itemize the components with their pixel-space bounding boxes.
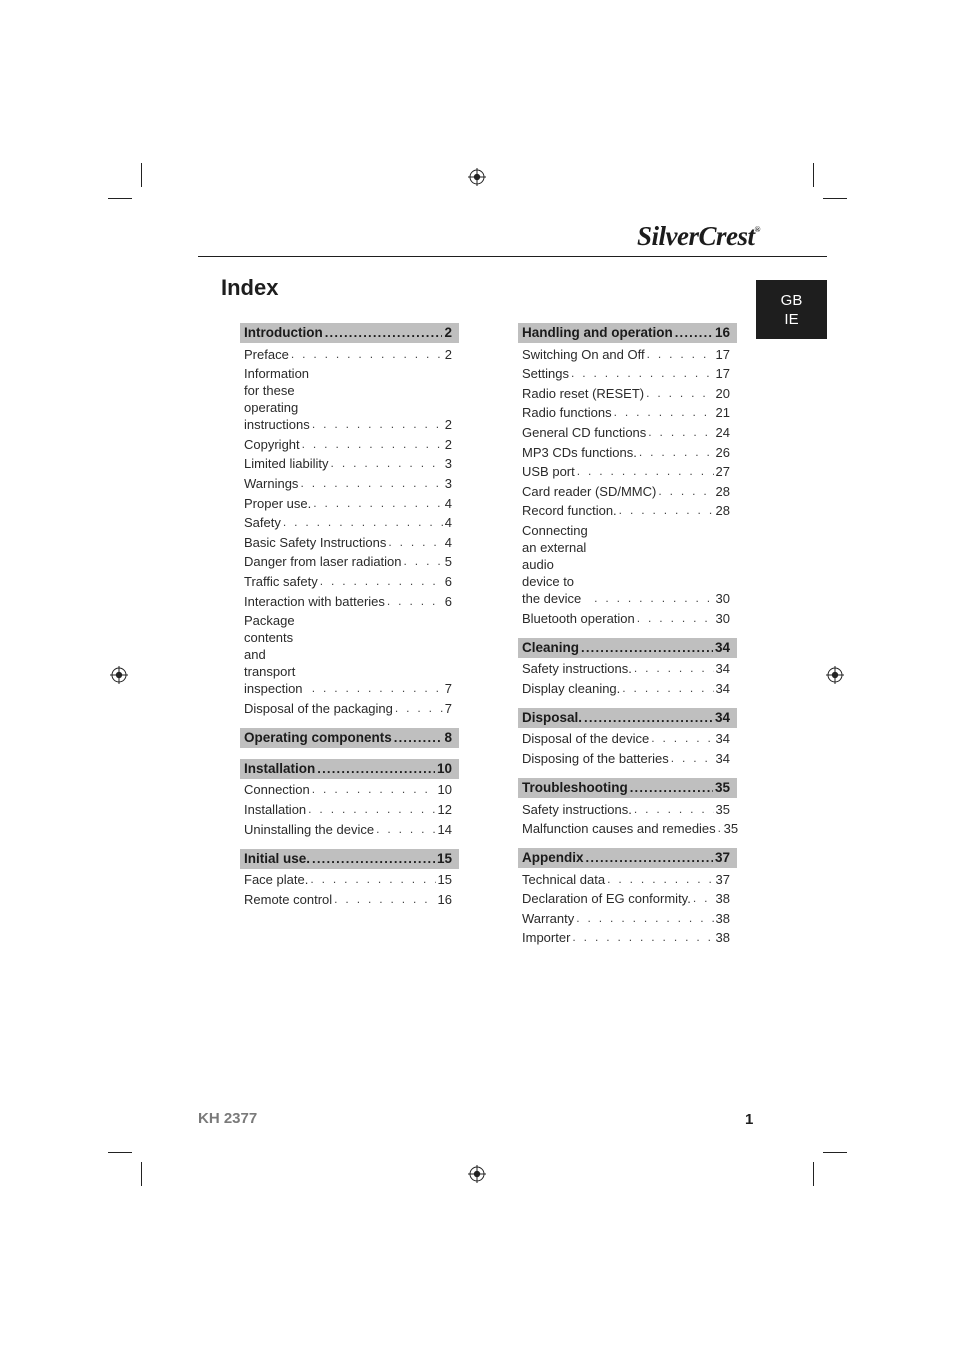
- dot-leader: [658, 483, 713, 500]
- toc-entry[interactable]: [522, 610, 730, 627]
- toc-entry[interactable]: [244, 495, 452, 512]
- section-heading-label: Troubleshooting: [522, 779, 628, 795]
- toc-entry[interactable]: [522, 680, 730, 697]
- crop-mark: [813, 1162, 814, 1186]
- crop-mark: [108, 1152, 132, 1153]
- crop-mark: [108, 198, 132, 199]
- language-code: GB: [780, 292, 803, 309]
- toc-entry-page: 30: [715, 590, 730, 606]
- toc-entry[interactable]: [522, 424, 730, 441]
- toc-entry-page: 12: [437, 801, 452, 817]
- toc-entry-label: Connection: [244, 782, 310, 798]
- section-entries: [518, 660, 737, 697]
- dot-leader: [308, 801, 435, 818]
- dot-leader: [312, 680, 443, 697]
- toc-entry-label: Information for these operating instructions: [244, 366, 310, 433]
- toc-entry-label: General CD functions: [522, 424, 647, 440]
- dot-leader: [291, 346, 443, 363]
- section-heading-label: Disposal.: [522, 709, 583, 725]
- brand-logo: [560, 221, 760, 253]
- section-entries: [240, 346, 459, 717]
- toc-entry[interactable]: [244, 593, 452, 610]
- toc-entry-label: Limited liability: [244, 456, 329, 472]
- toc-entry-page: 6: [444, 573, 452, 589]
- dot-leader: [647, 346, 714, 363]
- dot-leader: [404, 553, 443, 570]
- toc-entry-page: 34: [715, 680, 730, 696]
- dot-leader: [283, 514, 443, 531]
- toc-entry-page: 17: [715, 366, 730, 382]
- dot-leader: [614, 404, 714, 421]
- toc-entry-label: Bluetooth operation: [522, 610, 635, 626]
- toc-entry-label: Preface: [244, 346, 289, 362]
- registration-mark-icon: [826, 666, 844, 684]
- registered-mark: ®: [754, 225, 760, 234]
- toc-entry-page: 3: [444, 456, 452, 472]
- toc-entry[interactable]: [522, 365, 730, 382]
- toc-entry[interactable]: [522, 890, 730, 907]
- index-section: [518, 323, 737, 627]
- toc-entry[interactable]: [244, 553, 452, 570]
- toc-entry[interactable]: [522, 730, 730, 747]
- toc-entry-page: 4: [444, 495, 452, 511]
- dot-leader: [651, 730, 713, 747]
- toc-entry-label: Declaration of EG conformity.: [522, 891, 691, 907]
- toc-entry-page: 27: [715, 464, 730, 480]
- dot-leader: [394, 728, 443, 748]
- dot-leader: [387, 593, 443, 610]
- index-section: [240, 728, 459, 748]
- toc-entry-page: 4: [444, 534, 452, 550]
- toc-entry[interactable]: [522, 750, 730, 767]
- toc-entry-label: Safety instructions.: [522, 801, 632, 817]
- brand-name: SilverCrest: [637, 221, 755, 251]
- toc-entry-label: USB port: [522, 464, 575, 480]
- toc-entry-page: 38: [715, 930, 730, 946]
- toc-entry-label: Traffic safety: [244, 573, 318, 589]
- dot-leader: [571, 365, 714, 382]
- toc-entry-label: Disposing of the batteries: [522, 750, 669, 766]
- section-heading[interactable]: [518, 848, 737, 868]
- dot-leader: [395, 700, 443, 717]
- toc-entry-label: Remote control: [244, 891, 333, 907]
- toc-entry-page: 38: [715, 910, 730, 926]
- header-rule: [198, 256, 827, 257]
- toc-entry[interactable]: [244, 365, 452, 433]
- toc-entry-page: 28: [715, 503, 730, 519]
- toc-entry[interactable]: [522, 385, 730, 402]
- toc-entry-label: Disposal of the packaging: [244, 700, 393, 716]
- section-heading-page: 34: [714, 709, 730, 725]
- dot-leader: [325, 323, 443, 343]
- dot-leader: [388, 534, 442, 551]
- toc-entry[interactable]: [244, 891, 452, 908]
- crop-mark: [823, 198, 847, 199]
- toc-entry[interactable]: [522, 346, 730, 363]
- dot-leader: [302, 436, 443, 453]
- toc-entry-label: Card reader (SD/MMC): [522, 483, 657, 499]
- toc-entry[interactable]: [244, 700, 452, 717]
- toc-entry-page: 2: [444, 346, 452, 362]
- index-section: [518, 848, 737, 946]
- toc-entry-page: 34: [715, 750, 730, 766]
- dot-leader: [313, 495, 443, 512]
- section-heading-page: 37: [714, 850, 730, 866]
- dot-leader: [619, 502, 714, 519]
- toc-entry-page: 5: [444, 554, 452, 570]
- section-heading-page: 2: [444, 325, 452, 340]
- language-tab: [756, 280, 827, 339]
- toc-entry-page: 34: [715, 661, 730, 677]
- toc-entry-label: Display cleaning.: [522, 680, 621, 696]
- section-heading-page: 34: [714, 639, 730, 655]
- section-heading-label: Handling and operation: [522, 325, 673, 340]
- toc-entry-label: Importer: [522, 930, 571, 946]
- dot-leader: [622, 680, 713, 697]
- toc-entry-label: Malfunction causes and remedies: [522, 821, 716, 837]
- toc-entry-page: 28: [715, 483, 730, 499]
- dot-leader: [639, 444, 714, 461]
- toc-entry-page: 35: [715, 801, 730, 817]
- section-heading-label: Appendix: [522, 850, 584, 866]
- toc-entry[interactable]: [522, 444, 730, 461]
- toc-entry-label: Face plate.: [244, 872, 309, 888]
- toc-entry-label: Installation: [244, 801, 307, 817]
- toc-entry-label: MP3 CDs functions.: [522, 444, 637, 460]
- toc-entry[interactable]: [522, 522, 730, 607]
- toc-entry-page: 30: [715, 610, 730, 626]
- dot-leader: [584, 708, 713, 728]
- toc-entry[interactable]: [244, 612, 452, 697]
- toc-entry[interactable]: [244, 436, 452, 453]
- toc-entry-page: 6: [444, 593, 452, 609]
- dot-leader: [594, 590, 713, 607]
- language-code: IE: [784, 311, 799, 328]
- dot-leader: [646, 385, 713, 402]
- toc-entry[interactable]: [244, 346, 452, 363]
- toc-entry-label: Record function.: [522, 503, 617, 519]
- toc-entry-label: Disposal of the device: [522, 731, 650, 747]
- index-section: [240, 759, 459, 838]
- toc-entry-page: 14: [437, 821, 452, 837]
- dot-leader: [718, 820, 722, 837]
- dot-leader: [576, 910, 713, 927]
- toc-entry-page: 3: [444, 475, 452, 491]
- section-heading-label: Cleaning: [522, 639, 580, 655]
- page-title: Index: [221, 275, 279, 300]
- toc-entry-page: 4: [444, 515, 452, 531]
- toc-entry[interactable]: [244, 514, 452, 531]
- section-heading-page: 10: [436, 760, 452, 776]
- index-section: [240, 323, 459, 717]
- toc-entry-label: Interaction with batteries: [244, 593, 385, 609]
- toc-entry-page: 7: [444, 681, 452, 697]
- toc-entry-page: 15: [437, 872, 452, 888]
- toc-entry-label: Radio reset (RESET): [522, 385, 645, 401]
- registration-mark-icon: [110, 666, 128, 684]
- dot-leader: [637, 610, 714, 627]
- toc-entry[interactable]: [522, 660, 730, 677]
- toc-entry-page: 2: [444, 417, 452, 433]
- section-heading-label: Operating components: [244, 729, 392, 745]
- dot-leader: [693, 890, 714, 907]
- model-number: KH 2377: [198, 1110, 258, 1127]
- dot-leader: [310, 871, 435, 888]
- dot-leader: [312, 781, 436, 798]
- toc-entry-label: Switching On and Off: [522, 346, 645, 362]
- index-section: [518, 708, 737, 767]
- dot-leader: [312, 416, 443, 433]
- dot-leader: [312, 849, 435, 869]
- toc-entry-page: 7: [444, 700, 452, 716]
- index-column-left: [240, 323, 459, 919]
- dot-leader: [320, 573, 443, 590]
- toc-entry[interactable]: [244, 534, 452, 551]
- toc-entry[interactable]: [522, 483, 730, 500]
- crop-mark: [141, 1162, 142, 1186]
- dot-leader: [581, 638, 713, 658]
- toc-entry-label: Settings: [522, 366, 569, 382]
- toc-entry-page: 38: [715, 891, 730, 907]
- section-entries: [518, 730, 737, 767]
- index-section: [518, 638, 737, 697]
- toc-entry[interactable]: [522, 929, 730, 946]
- toc-entry-label: Danger from laser radiation: [244, 554, 402, 570]
- section-heading-label: Initial use.: [244, 850, 311, 866]
- toc-entry-page: 35: [723, 821, 739, 837]
- toc-entry-page: 16: [437, 891, 452, 907]
- toc-entry-label: Safety instructions.: [522, 661, 632, 677]
- dot-leader: [634, 801, 714, 818]
- index-section: [518, 778, 737, 837]
- toc-entry-label: Copyright: [244, 436, 300, 452]
- registration-mark-icon: [468, 1165, 486, 1183]
- dot-leader: [671, 750, 714, 767]
- dot-leader: [331, 455, 443, 472]
- toc-entry-label: Basic Safety Instructions: [244, 534, 387, 550]
- toc-entry[interactable]: [244, 573, 452, 590]
- toc-entry-page: 37: [715, 871, 730, 887]
- toc-entry-label: Safety: [244, 515, 281, 531]
- dot-leader: [317, 759, 435, 779]
- section-entries: [518, 346, 737, 627]
- section-heading[interactable]: [240, 849, 459, 869]
- toc-entry[interactable]: [522, 910, 730, 927]
- toc-entry-label: Package contents and transport inspection: [244, 613, 303, 697]
- toc-entry-page: 2: [444, 436, 452, 452]
- toc-entry-label: Warnings: [244, 475, 299, 491]
- section-heading[interactable]: [518, 708, 737, 728]
- section-heading-page: 15: [436, 850, 452, 866]
- dot-leader: [572, 929, 713, 946]
- toc-entry-page: 24: [715, 424, 730, 440]
- dot-leader: [607, 871, 713, 888]
- section-heading-label: Installation: [244, 760, 316, 776]
- toc-entry[interactable]: [522, 404, 730, 421]
- dot-leader: [376, 821, 435, 838]
- toc-entry-label: Warranty: [522, 910, 575, 926]
- section-entries: [518, 801, 737, 838]
- toc-entry[interactable]: [244, 871, 452, 888]
- toc-entry[interactable]: [522, 463, 730, 480]
- dot-leader: [675, 323, 713, 343]
- section-heading[interactable]: [518, 323, 737, 343]
- toc-entry[interactable]: [522, 820, 739, 837]
- toc-entry-page: 17: [715, 346, 730, 362]
- toc-entry[interactable]: [522, 871, 730, 888]
- index-section: [240, 849, 459, 908]
- section-heading-label: Introduction: [244, 325, 323, 340]
- dot-leader: [630, 778, 713, 798]
- toc-entry[interactable]: [244, 475, 452, 492]
- toc-entry-page: 26: [715, 444, 730, 460]
- toc-entry[interactable]: [244, 801, 452, 818]
- section-heading-page: 35: [714, 779, 730, 795]
- dot-leader: [586, 848, 713, 868]
- crop-mark: [813, 163, 814, 187]
- toc-entry-label: Radio functions: [522, 405, 612, 421]
- dot-leader: [300, 475, 442, 492]
- toc-entry[interactable]: [522, 801, 730, 818]
- toc-entry-page: 34: [715, 731, 730, 747]
- registration-mark-icon: [468, 168, 486, 186]
- toc-entry[interactable]: [244, 455, 452, 472]
- section-entries: [240, 871, 459, 908]
- toc-entry-label: Uninstalling the device: [244, 821, 375, 837]
- toc-entry-label: Connecting an external audio device to the device: [522, 522, 588, 606]
- toc-entry-page: 20: [715, 385, 730, 401]
- section-heading-page: 16: [714, 325, 730, 340]
- toc-entry-page: 21: [715, 405, 730, 421]
- section-heading[interactable]: [240, 728, 459, 748]
- toc-entry-label: Technical data: [522, 871, 606, 887]
- toc-entry[interactable]: [244, 821, 452, 838]
- crop-mark: [141, 163, 142, 187]
- section-heading[interactable]: [518, 638, 737, 658]
- section-heading[interactable]: [518, 778, 737, 798]
- dot-leader: [577, 463, 714, 480]
- section-heading[interactable]: [240, 759, 459, 779]
- toc-entry[interactable]: [244, 781, 452, 798]
- toc-entry-page: 10: [437, 782, 452, 798]
- page-number: 1: [745, 1111, 754, 1128]
- crop-mark: [823, 1152, 847, 1153]
- section-heading[interactable]: [240, 323, 459, 343]
- dot-leader: [334, 891, 435, 908]
- section-heading-page: 8: [444, 729, 452, 745]
- dot-leader: [634, 660, 714, 677]
- index-column-right: [518, 323, 737, 957]
- section-entries: [518, 871, 737, 947]
- section-entries: [240, 781, 459, 837]
- toc-entry-label: Proper use.: [244, 495, 312, 511]
- dot-leader: [648, 424, 713, 441]
- toc-entry[interactable]: [522, 502, 730, 519]
